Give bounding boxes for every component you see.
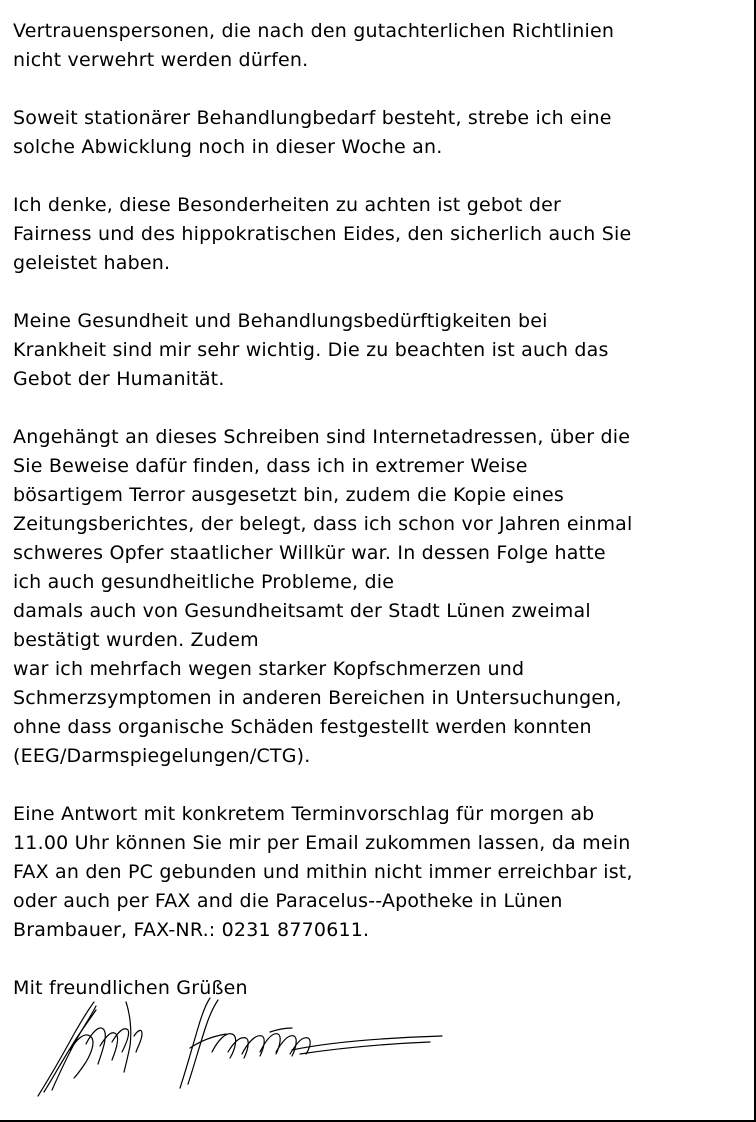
text-line: Vertrauenspersonen, die nach den gutachterlichen Richtlinien: [13, 20, 615, 42]
handwritten-signature: [30, 992, 450, 1102]
paragraph-6: [13, 800, 749, 945]
text-line: (EEG/Darmspiegelungen/CTG).: [13, 745, 311, 767]
text-line: 11.00 Uhr können Sie mir per Email zukommen lassen, da mein: [13, 832, 631, 854]
text-line: geleistet haben.: [13, 252, 171, 274]
paragraph-1: [13, 17, 749, 75]
text-line: Eine Antwort mit konkretem Terminvorschlag für morgen ab: [13, 803, 595, 825]
text-line: bösartigem Terror ausgesetzt bin, zudem die Kopie eines: [13, 484, 564, 506]
text-line: Ich denke, diese Besonderheiten zu achten ist gebot der: [13, 194, 561, 216]
text-line: Zeitungsberichtes, der belegt, dass ich schon vor Jahren einmal: [13, 513, 633, 535]
text-line: nicht verwehrt werden dürfen.: [13, 49, 309, 71]
text-line: war ich mehrfach wegen starker Kopfschmerzen und: [13, 658, 525, 680]
text-line: oder auch per FAX and die Paracelus--Apotheke in Lünen: [13, 890, 563, 912]
text-line: Fairness und des hippokratischen Eides, den sicherlich auch Sie: [13, 223, 632, 245]
text-line: damals auch von Gesundheitsamt der Stadt Lünen zweimal: [13, 600, 591, 622]
closing-salutation: Mit freundlichen Grüßen: [13, 977, 248, 999]
text-line: Brambauer, FAX-NR.: 0231 8770611.: [13, 919, 370, 941]
text-line: Soweit stationärer Behandlungbedarf besteht, strebe ich eine: [13, 107, 612, 129]
text-line: Angehängt an dieses Schreiben sind Internetadressen, über die: [13, 426, 631, 448]
text-line: FAX an den PC gebunden und mithin nicht immer erreichbar ist,: [13, 861, 633, 883]
text-line: bestätigt wurden. Zudem: [13, 629, 259, 651]
paragraph-4: [13, 307, 749, 394]
text-line: ohne dass organische Schäden festgestellt werden konnten: [13, 716, 592, 738]
paragraph-3: [13, 191, 749, 278]
text-line: Sie Beweise dafür finden, dass ich in extremer Weise: [13, 455, 528, 477]
text-line: Krankheit sind mir sehr wichtig. Die zu beachten ist auch das: [13, 339, 609, 361]
text-line: ich auch gesundheitliche Probleme, die: [13, 571, 395, 593]
text-line: solche Abwicklung noch in dieser Woche an.: [13, 136, 443, 158]
paragraph-2: [13, 104, 749, 162]
text-line: Schmerzsymptomen in anderen Bereichen in Untersuchungen,: [13, 687, 622, 709]
paragraph-5: [13, 423, 749, 771]
text-line: schweres Opfer staatlicher Willkür war. In dessen Folge hatte: [13, 542, 606, 564]
letter-body: [13, 17, 749, 1003]
text-line: Meine Gesundheit und Behandlungsbedürftigkeiten bei: [13, 310, 548, 332]
text-line: Gebot der Humanität.: [13, 368, 225, 390]
